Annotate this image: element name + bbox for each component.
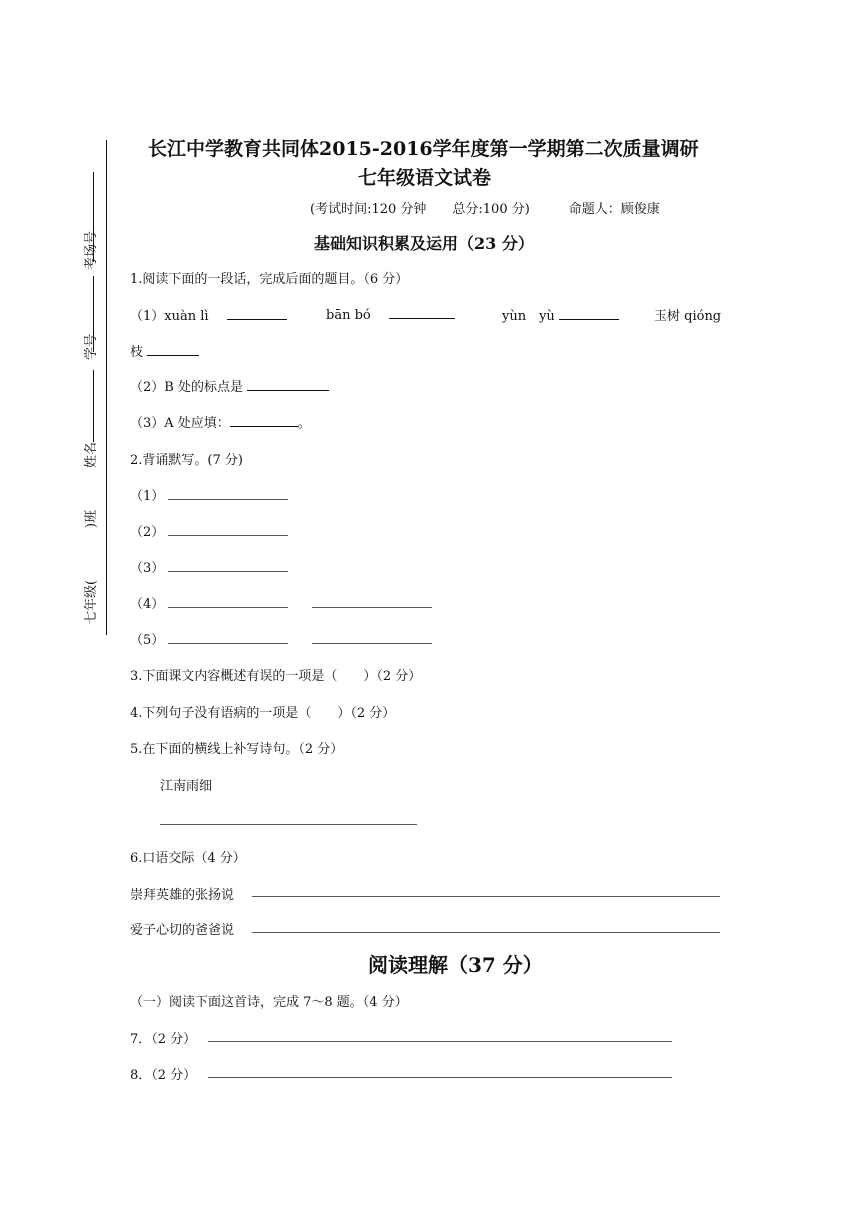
binding-margin-line bbox=[106, 140, 107, 635]
q2-item-4 bbox=[130, 593, 164, 612]
answer-line[interactable] bbox=[168, 499, 288, 500]
margin-line-student-no bbox=[93, 276, 94, 352]
q1-sub2-wrap bbox=[130, 376, 329, 395]
q7-label: 7．（2 分） bbox=[130, 1032, 197, 1047]
section-heading-reading: 阅读理解（37 分） bbox=[368, 953, 543, 977]
margin-label-class: )班 bbox=[84, 509, 99, 528]
q2-item-2 bbox=[130, 521, 164, 540]
margin-line-name bbox=[93, 370, 94, 442]
q1-sub1-a: （1）xuàn lì bbox=[130, 309, 209, 324]
q1-sub1-c-wrap bbox=[502, 305, 619, 324]
exam-subtitle: 七年级语文试卷 bbox=[358, 167, 492, 189]
q8-label: 8．（2 分） bbox=[130, 1068, 197, 1083]
answer-line[interactable] bbox=[312, 643, 432, 644]
q1-sub3-end: 。 bbox=[297, 416, 311, 431]
exam-title: 长江中学教育共同体2015-2016学年度第一学期第二次质量调研 bbox=[148, 138, 699, 160]
q2-item-label: （5） bbox=[130, 633, 165, 648]
q1-sub1-cont-wrap bbox=[130, 341, 199, 360]
q2-item-label: （4） bbox=[130, 597, 165, 612]
answer-line[interactable] bbox=[168, 607, 288, 608]
q1-sub1-cont: 枝 bbox=[130, 345, 144, 360]
margin-label-grade: 七年级( bbox=[84, 579, 99, 624]
margin-label-student-no: 学号 bbox=[84, 333, 99, 360]
q1-sub3-wrap bbox=[130, 412, 311, 431]
reading-subheading: （一）阅读下面这首诗，完成 7～8 题。（4 分） bbox=[130, 995, 408, 1010]
q2-item-label: （3） bbox=[130, 561, 165, 576]
answer-line[interactable] bbox=[168, 643, 288, 644]
answer-line[interactable] bbox=[168, 535, 288, 536]
q4-prompt: 4.下列句子没有语病的一项是（ ）（2 分） bbox=[130, 706, 396, 721]
answer-line[interactable] bbox=[160, 824, 417, 825]
margin-label-exam-room: 考场号 bbox=[84, 230, 99, 270]
q1-prompt: 1.阅读下面的一段话，完成后面的题目。（6 分） bbox=[130, 272, 409, 287]
answer-blank[interactable] bbox=[230, 413, 298, 427]
q1-sub3: （3）A 处应填： bbox=[130, 416, 230, 431]
answer-line[interactable] bbox=[252, 932, 720, 933]
q6-b: 爱子心切的爸爸说 bbox=[130, 923, 235, 938]
q2-item-1 bbox=[130, 485, 164, 504]
answer-line[interactable] bbox=[312, 607, 432, 608]
answer-blank[interactable] bbox=[227, 306, 287, 320]
q2-item-3 bbox=[130, 557, 164, 576]
answer-blank[interactable] bbox=[247, 377, 329, 391]
q1-sub1-b: bān bó bbox=[326, 308, 371, 323]
q1-sub1-d: 玉树 qióng bbox=[654, 309, 722, 324]
answer-blank[interactable] bbox=[559, 306, 619, 320]
answer-blank[interactable] bbox=[389, 305, 455, 319]
q2-item-5 bbox=[130, 629, 164, 648]
q1-sub1-b-wrap bbox=[326, 305, 455, 323]
q5-line: 江南雨细 bbox=[160, 779, 213, 794]
exam-info: (考试时间:120 分钟 总分:100 分) 命题人：顾俊康 bbox=[310, 202, 660, 217]
answer-line[interactable] bbox=[208, 1041, 672, 1042]
q1-sub2: （2）B 处的标点是 bbox=[130, 380, 243, 395]
margin-line-exam-room bbox=[93, 172, 94, 262]
q1-sub1-c: yùn yù bbox=[502, 309, 555, 324]
answer-blank[interactable] bbox=[147, 342, 199, 356]
q5-prompt: 5.在下面的横线上补写诗句。（2 分） bbox=[130, 742, 344, 757]
q6-a: 崇拜英雄的张扬说 bbox=[130, 888, 235, 903]
q2-prompt: 2.背诵默写。(7 分) bbox=[130, 453, 243, 468]
q1-sub1 bbox=[130, 305, 287, 324]
q3-prompt: 3.下面课文内容概述有误的一项是（ ）（2 分） bbox=[130, 669, 422, 684]
answer-line[interactable] bbox=[252, 896, 720, 897]
answer-line[interactable] bbox=[208, 1077, 672, 1078]
q2-item-label: （2） bbox=[130, 525, 165, 540]
answer-line[interactable] bbox=[168, 571, 288, 572]
section-heading-basics: 基础知识积累及运用（23 分） bbox=[314, 234, 534, 253]
q6-prompt: 6.口语交际（4 分） bbox=[130, 851, 246, 866]
margin-label-name: 姓名 bbox=[84, 441, 99, 468]
q2-item-label: （1） bbox=[130, 489, 165, 504]
